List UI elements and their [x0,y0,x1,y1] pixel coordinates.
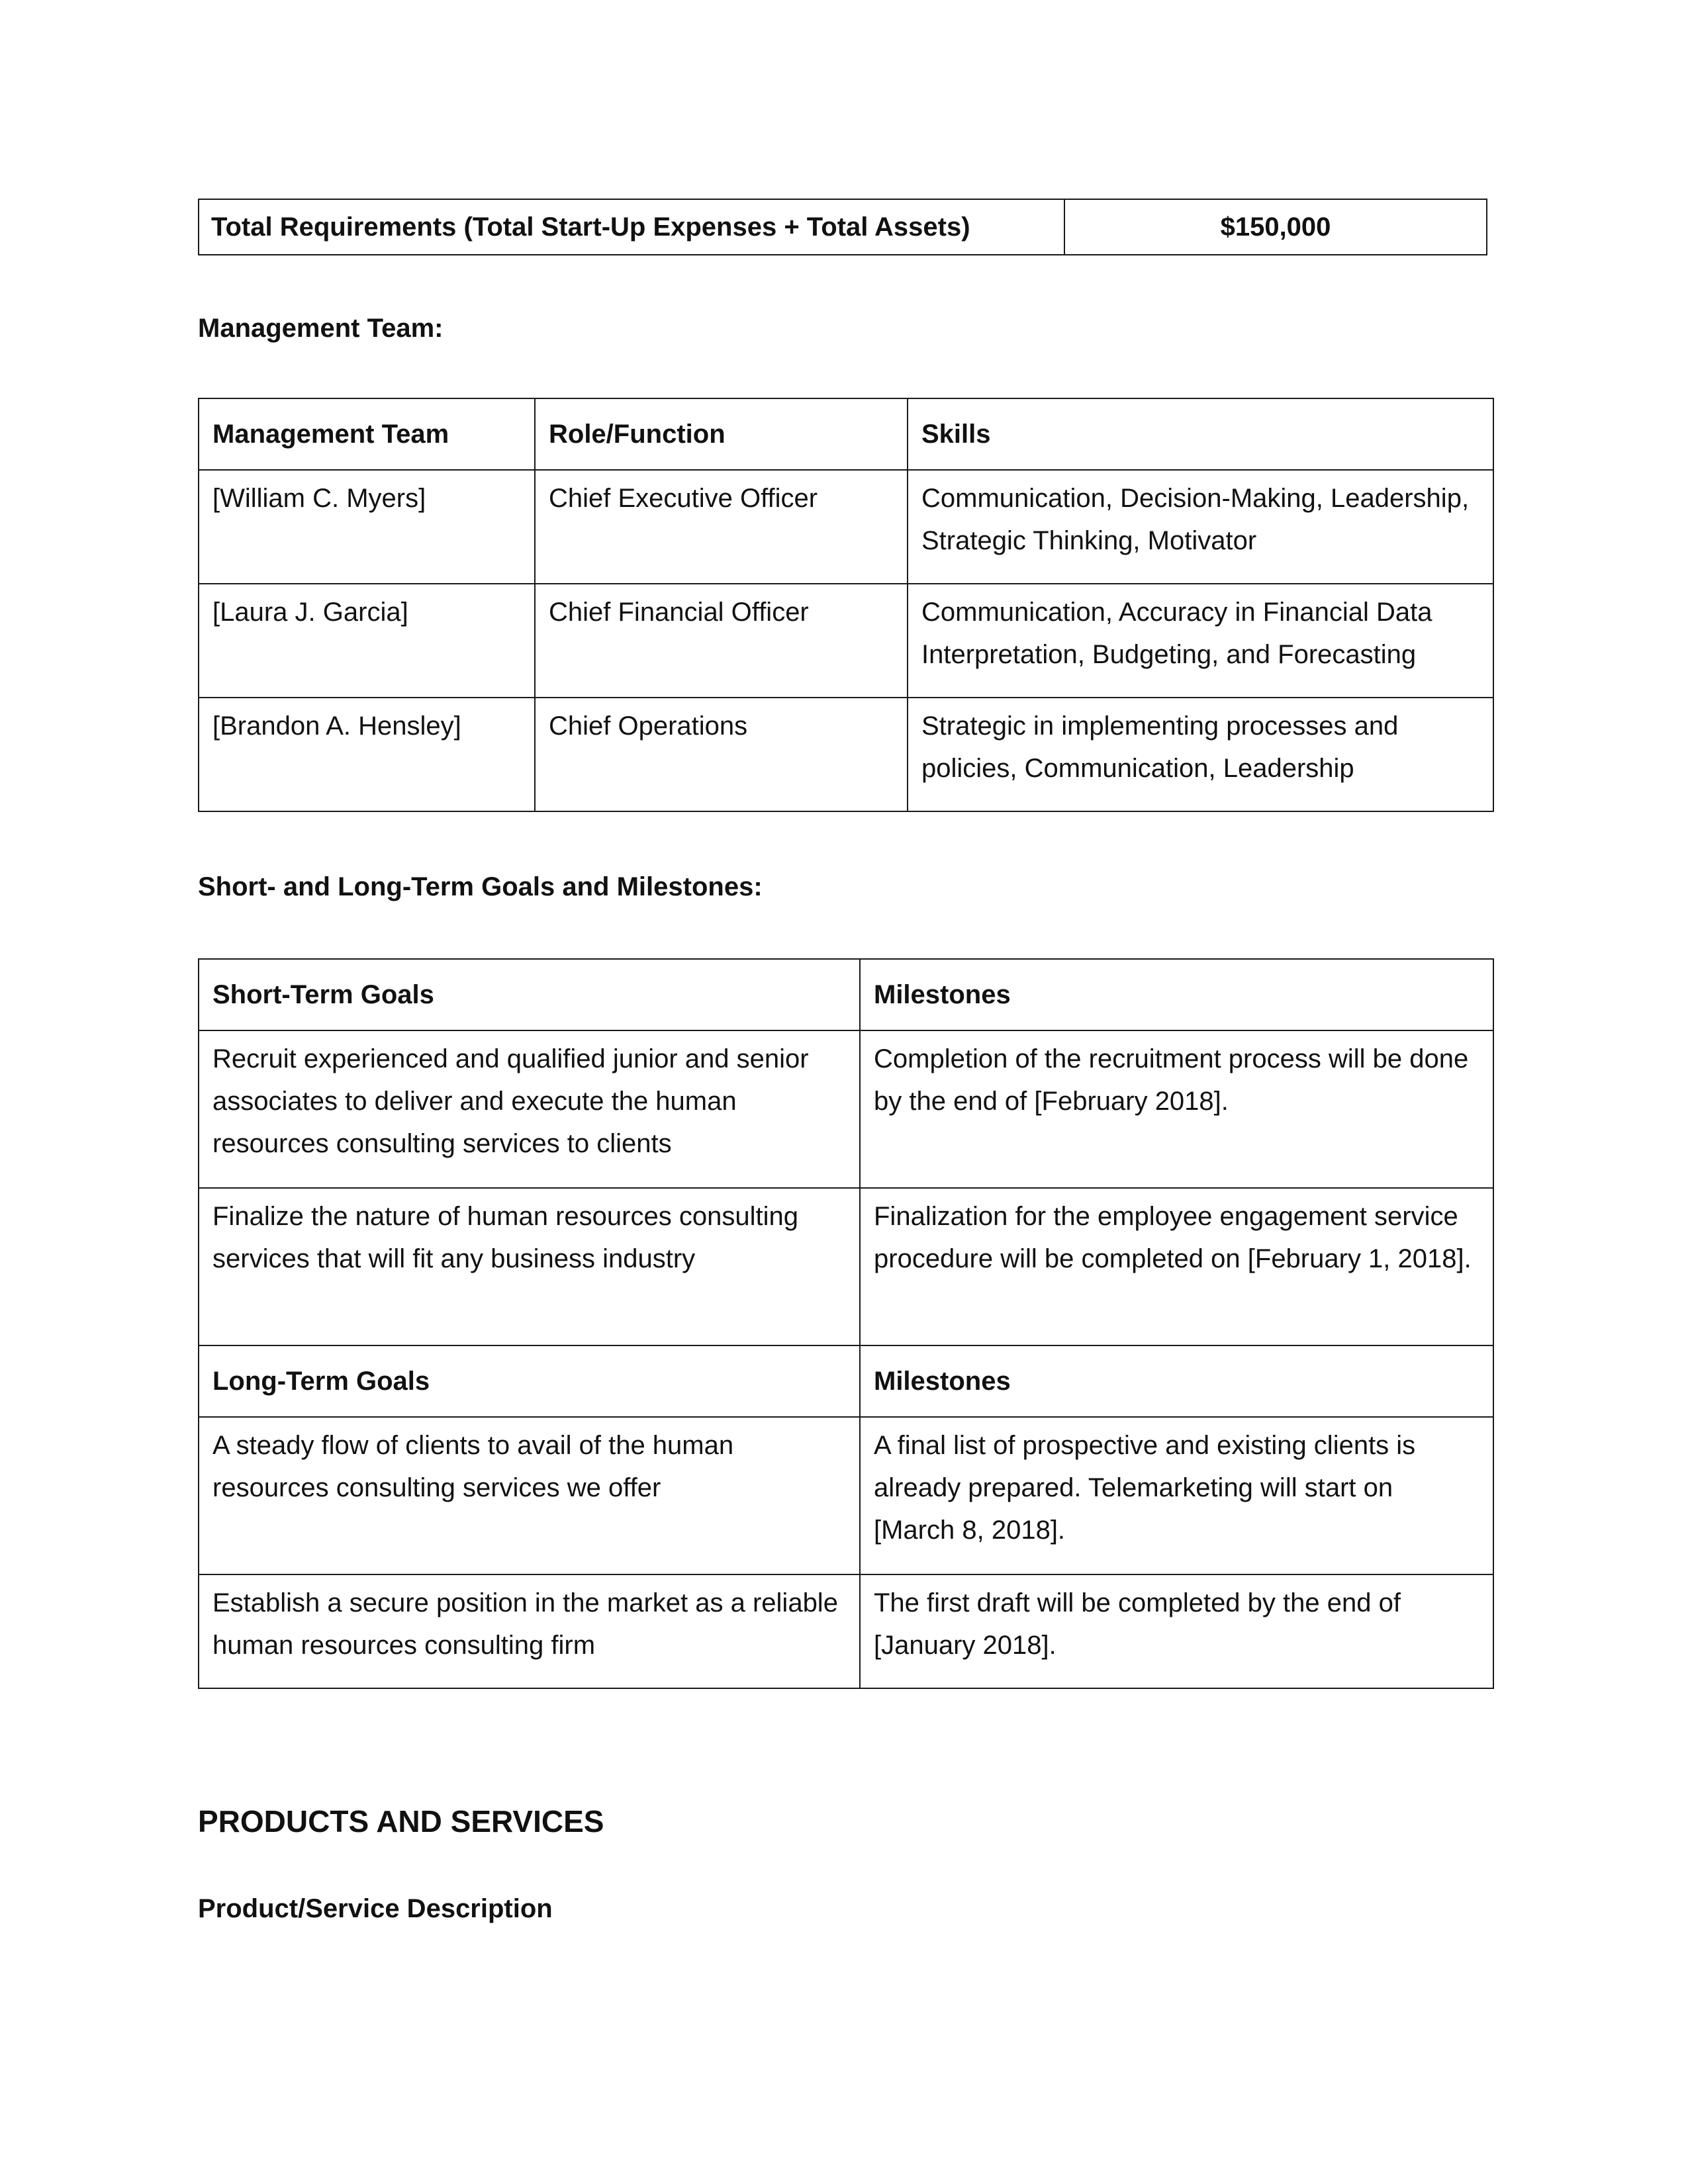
member-role: Chief Operations [535,698,908,811]
table-header-row [199,1345,1493,1417]
table-row [199,470,1493,584]
management-team-heading: Management Team: [198,314,444,343]
member-skills: Strategic in implementing processes and policies, Communication, Leadership [908,698,1493,811]
member-name: [Laura J. Garcia] [199,584,535,698]
table-row [199,1030,1493,1188]
table-row [199,698,1493,811]
column-header: Skills [908,398,1493,470]
goal-cell: A steady flow of clients to avail of the human resources consulting services we offer [199,1417,860,1574]
table-row [199,584,1493,698]
table-row [199,1188,1493,1345]
milestone-cell: Finalization for the employee engagement service procedure will be completed on [February 1, 2018]. [860,1188,1493,1345]
member-role: Chief Executive Officer [535,470,908,584]
table-header-row [199,398,1493,470]
goals-milestones-table [198,958,1494,1689]
column-header: Long-Term Goals [199,1345,860,1417]
goal-cell: Recruit experienced and qualified junior and senior associates to deliver and execute the human resources consulting services to clients [199,1030,860,1188]
column-header: Milestones [860,959,1493,1030]
table-row [199,199,1487,255]
table-row [199,1417,1493,1574]
column-header: Role/Function [535,398,908,470]
column-header: Management Team [199,398,535,470]
member-name: [Brandon A. Hensley] [199,698,535,811]
goals-milestones-heading: Short- and Long-Term Goals and Milestones: [198,872,763,901]
milestone-cell: The first draft will be completed by the end of [January 2018]. [860,1574,1493,1688]
total-requirements-value: $150,000 [1064,199,1487,255]
table-row [199,1574,1493,1688]
product-description-heading: Product/Service Description [198,1894,553,1923]
member-role: Chief Financial Officer [535,584,908,698]
products-services-heading: PRODUCTS AND SERVICES [198,1804,604,1839]
column-header: Milestones [860,1345,1493,1417]
milestone-cell: Completion of the recruitment process will be done by the end of [February 2018]. [860,1030,1493,1188]
management-team-table [198,398,1494,812]
member-skills: Communication, Accuracy in Financial Data Interpretation, Budgeting, and Forecasting [908,584,1493,698]
table-header-row [199,959,1493,1030]
milestone-cell: A final list of prospective and existing clients is already prepared. Telemarketing will start on [March 8, 2018]. [860,1417,1493,1574]
total-requirements-table [198,199,1487,255]
goal-cell: Establish a secure position in the market as a reliable human resources consulting firm [199,1574,860,1688]
goal-cell: Finalize the nature of human resources consulting services that will fit any business industry [199,1188,860,1345]
total-requirements-label: Total Requirements (Total Start-Up Expenses + Total Assets) [199,199,1064,255]
column-header: Short-Term Goals [199,959,860,1030]
member-name: [William C. Myers] [199,470,535,584]
member-skills: Communication, Decision-Making, Leadership, Strategic Thinking, Motivator [908,470,1493,584]
